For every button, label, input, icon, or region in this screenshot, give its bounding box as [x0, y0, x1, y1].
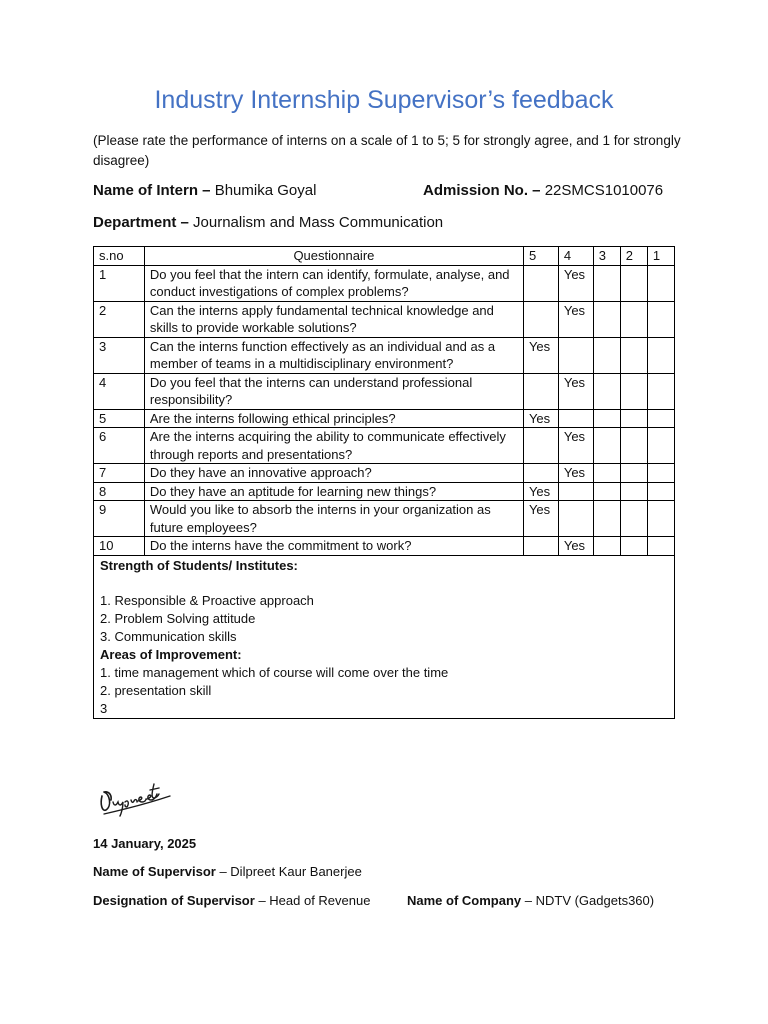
- header-rating-4: 4: [558, 247, 593, 266]
- admission-label: Admission No. –: [423, 182, 541, 199]
- header-sno: s.no: [94, 247, 145, 266]
- table-header-row: [94, 247, 675, 266]
- table-row: [94, 501, 675, 537]
- row-sno: 3: [94, 337, 145, 373]
- row-sno: 8: [94, 482, 145, 501]
- row-question: Do they have an innovative approach?: [144, 464, 523, 483]
- rating-1-cell: [647, 537, 674, 556]
- table-row: [94, 373, 675, 409]
- rating-3-cell: [593, 501, 620, 537]
- rating-2-cell: [620, 337, 647, 373]
- header-rating-1: 1: [647, 247, 674, 266]
- row-question: Do you feel that the intern can identify, formulate, analyse, and conduct investigations of complex problems?: [144, 265, 523, 301]
- company-line: [407, 893, 654, 908]
- rating-2-cell: [620, 501, 647, 537]
- rating-1-cell: [647, 409, 674, 428]
- notes-cell: [94, 555, 675, 718]
- header-questionnaire: Questionnaire: [144, 247, 523, 266]
- strength-item: 2. Problem Solving attitude: [100, 610, 256, 626]
- supervisor-name-label: Name of Supervisor: [93, 864, 216, 879]
- notes-row: [94, 555, 675, 718]
- header-rating-5: 5: [523, 247, 558, 266]
- rating-3-cell: [593, 428, 620, 464]
- rating-3-cell: [593, 265, 620, 301]
- row-question: Would you like to absorb the interns in your organization as future employees?: [144, 501, 523, 537]
- table-row: [94, 337, 675, 373]
- designation-label: Designation of Supervisor: [93, 893, 255, 908]
- strength-item: 1. Responsible & Proactive approach: [100, 592, 314, 608]
- rating-5-cell: [523, 464, 558, 483]
- header-rating-2: 2: [620, 247, 647, 266]
- table-row: [94, 464, 675, 483]
- table-row: [94, 428, 675, 464]
- designation-value: – Head of Revenue: [258, 893, 371, 908]
- rating-5-cell: Yes: [523, 482, 558, 501]
- rating-3-cell: [593, 537, 620, 556]
- row-question: Are the interns acquiring the ability to communicate effectively through reports and presentations?: [144, 428, 523, 464]
- intern-name-value: Bhumika Goyal: [214, 182, 317, 199]
- supervisor-signature: [96, 776, 176, 825]
- rating-5-cell: Yes: [523, 337, 558, 373]
- rating-3-cell: [593, 464, 620, 483]
- header-rating-3: 3: [593, 247, 620, 266]
- rating-4-cell: [558, 337, 593, 373]
- rating-3-cell: [593, 337, 620, 373]
- row-question: Can the interns function effectively as an individual and as a member of teams in a multidisciplinary environment?: [144, 337, 523, 373]
- department-label: Department –: [93, 214, 189, 231]
- rating-1-cell: [647, 482, 674, 501]
- rating-2-cell: [620, 537, 647, 556]
- rating-3-cell: [593, 409, 620, 428]
- table-row: [94, 537, 675, 556]
- rating-2-cell: [620, 428, 647, 464]
- rating-1-cell: [647, 337, 674, 373]
- rating-4-cell: Yes: [558, 464, 593, 483]
- row-sno: 1: [94, 265, 145, 301]
- table-row: [94, 409, 675, 428]
- rating-5-cell: [523, 373, 558, 409]
- rating-4-cell: [558, 482, 593, 501]
- row-question: Do the interns have the commitment to work?: [144, 537, 523, 556]
- rating-5-cell: [523, 537, 558, 556]
- strength-heading: Strength of Students/ Institutes:: [100, 557, 298, 573]
- row-question: Do you feel that the interns can understand professional responsibility?: [144, 373, 523, 409]
- improvement-item: 2. presentation skill: [100, 682, 212, 698]
- rating-5-cell: Yes: [523, 409, 558, 428]
- rating-1-cell: [647, 265, 674, 301]
- rating-5-cell: [523, 428, 558, 464]
- rating-2-cell: [620, 482, 647, 501]
- rating-1-cell: [647, 428, 674, 464]
- table-row: [94, 482, 675, 501]
- rating-3-cell: [593, 482, 620, 501]
- row-sno: 7: [94, 464, 145, 483]
- rating-2-cell: [620, 373, 647, 409]
- table-row: [94, 301, 675, 337]
- rating-4-cell: Yes: [558, 373, 593, 409]
- rating-2-cell: [620, 464, 647, 483]
- row-sno: 6: [94, 428, 145, 464]
- supervisor-name-value: – Dilpreet Kaur Banerjee: [219, 864, 362, 879]
- rating-2-cell: [620, 301, 647, 337]
- supervisor-designation-line: [93, 893, 370, 908]
- row-sno: 9: [94, 501, 145, 537]
- improvement-heading: Areas of Improvement:: [100, 646, 242, 662]
- table-row: [94, 265, 675, 301]
- admission-value: 22SMCS1010076: [544, 182, 664, 199]
- strength-item: 3. Communication skills: [100, 628, 237, 644]
- instructions: (Please rate the performance of interns on a scale of 1 to 5; 5 for strongly agree, and 1 for strongly disagree): [93, 133, 681, 168]
- supervisor-name-line: [93, 864, 362, 879]
- feedback-table: [93, 246, 675, 719]
- intern-name-label: Name of Intern –: [93, 182, 211, 199]
- company-label: Name of Company: [407, 893, 522, 908]
- rating-5-cell: Yes: [523, 501, 558, 537]
- row-question: Can the interns apply fundamental technical knowledge and skills to provide workable solutions?: [144, 301, 523, 337]
- rating-3-cell: [593, 373, 620, 409]
- rating-5-cell: [523, 265, 558, 301]
- row-question: Are the interns following ethical principles?: [144, 409, 523, 428]
- page-title: Industry Internship Supervisor’s feedback: [154, 86, 614, 114]
- department-line: [93, 214, 443, 231]
- admission-line: [423, 182, 663, 199]
- rating-3-cell: [593, 301, 620, 337]
- improvement-item: 1. time management which of course will come over the time: [100, 664, 449, 680]
- rating-1-cell: [647, 301, 674, 337]
- row-sno: 5: [94, 409, 145, 428]
- rating-1-cell: [647, 501, 674, 537]
- rating-4-cell: [558, 409, 593, 428]
- rating-4-cell: Yes: [558, 301, 593, 337]
- rating-2-cell: [620, 265, 647, 301]
- rating-4-cell: Yes: [558, 428, 593, 464]
- rating-1-cell: [647, 373, 674, 409]
- row-sno: 2: [94, 301, 145, 337]
- rating-4-cell: Yes: [558, 265, 593, 301]
- company-value: – NDTV (Gadgets360): [524, 893, 655, 908]
- rating-1-cell: [647, 464, 674, 483]
- intern-name-line: [93, 182, 316, 199]
- feedback-date: 14 January, 2025: [93, 836, 197, 851]
- rating-4-cell: [558, 501, 593, 537]
- rating-5-cell: [523, 301, 558, 337]
- rating-4-cell: Yes: [558, 537, 593, 556]
- row-sno: 4: [94, 373, 145, 409]
- row-sno: 10: [94, 537, 145, 556]
- department-value: Journalism and Mass Communication: [193, 214, 444, 231]
- rating-2-cell: [620, 409, 647, 428]
- improvement-item: 3: [100, 700, 108, 716]
- row-question: Do they have an aptitude for learning new things?: [144, 482, 523, 501]
